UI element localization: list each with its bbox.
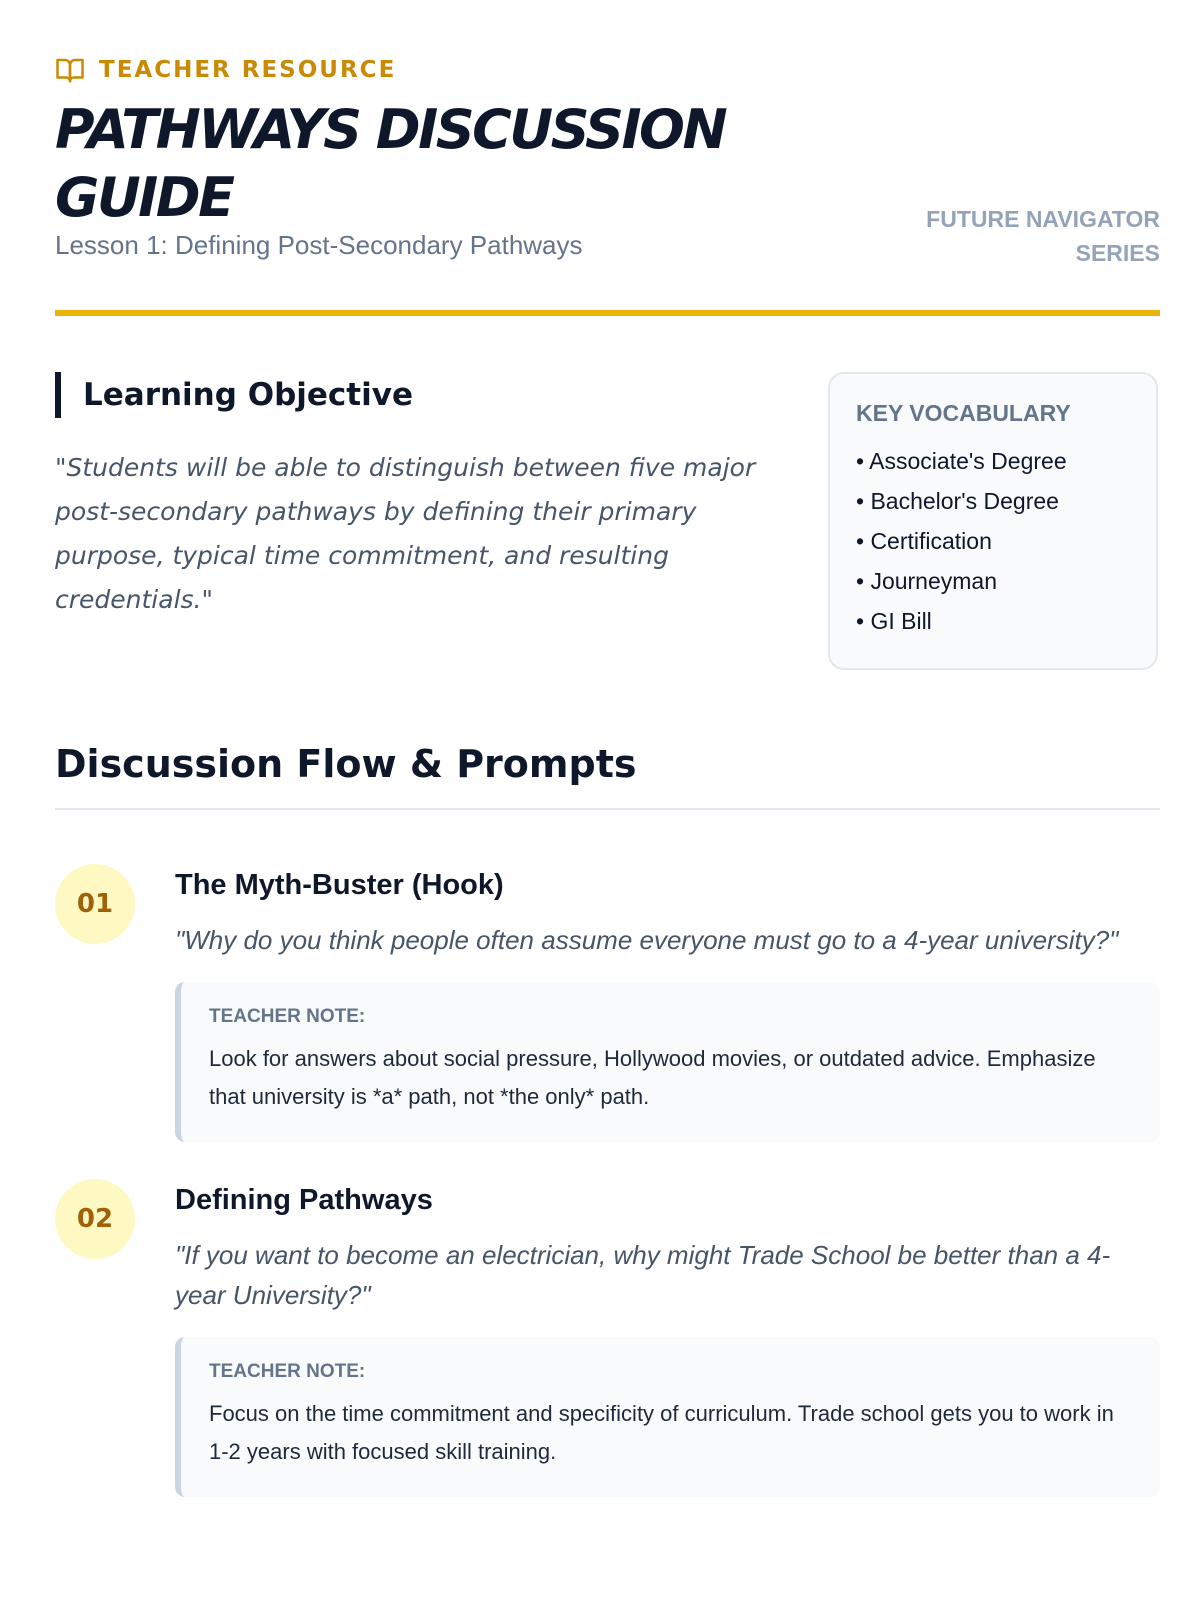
step-number-badge: 01: [55, 864, 135, 944]
discussion-section: [55, 742, 1160, 1464]
vocabulary-item: • Certification: [856, 528, 992, 554]
step-title: The Myth-Buster (Hook): [175, 869, 504, 901]
step-title: Defining Pathways: [175, 1184, 433, 1216]
vocabulary-item: • Bachelor's Degree: [856, 488, 1059, 514]
vocabulary-item: • Associate's Degree: [856, 448, 1067, 474]
page-subtitle: Lesson 1: Defining Post-Secondary Pathways: [55, 230, 583, 260]
step-number-badge: 02: [55, 1179, 135, 1259]
book-open-icon: [55, 55, 85, 85]
header-divider: [55, 310, 1160, 316]
step-body: [175, 1179, 1160, 1497]
objective-heading: [55, 372, 795, 418]
vocabulary-list: [856, 441, 1130, 641]
objective-title: Learning Objective: [83, 377, 413, 413]
teacher-note-text: Focus on the time commitment and specificity of curriculum. Trade school gets you to work in 1-2 years with focused skill training.: [209, 1401, 1114, 1464]
teacher-note: [175, 1337, 1160, 1497]
teacher-note-label: TEACHER NOTE:: [209, 1006, 366, 1027]
key-vocabulary-card: [828, 372, 1158, 670]
eyebrow: [55, 52, 1160, 88]
teacher-note-text: Look for answers about social pressure, Hollywood movies, or outdated advice. Emphasize that university is *a* path, not *the only* path.: [209, 1046, 1096, 1109]
eyebrow-label: TEACHER RESOURCE: [99, 57, 397, 83]
step-body: [175, 864, 1160, 1142]
discussion-divider: [55, 808, 1160, 810]
vocabulary-item: • GI Bill: [856, 608, 932, 634]
discussion-title: Discussion Flow & Prompts: [55, 742, 637, 786]
objective-quote: "Students will be able to distinguish between five major post-secondary pathways by defining their primary purpose, typical time commitment, and resulting credentials.": [55, 453, 756, 614]
page-title: PATHWAYS DISCUSSION GUIDE: [55, 98, 726, 229]
page: [55, 52, 1160, 1464]
step-prompt: "Why do you think people often assume everyone must go to a 4-year university?": [175, 925, 1119, 955]
vocabulary-item: • Journeyman: [856, 568, 998, 594]
teacher-note: [175, 982, 1160, 1142]
heading-accent-bar: [55, 372, 61, 418]
teacher-note-label: TEACHER NOTE:: [209, 1361, 366, 1382]
series-label: FUTURE NAVIGATOR SERIES: [926, 206, 1160, 266]
step-prompt: "If you want to become an electrician, why might Trade School be better than a 4-year University?": [175, 1240, 1111, 1310]
learning-objective: [55, 372, 795, 622]
vocabulary-title: KEY VOCABULARY: [856, 400, 1071, 426]
